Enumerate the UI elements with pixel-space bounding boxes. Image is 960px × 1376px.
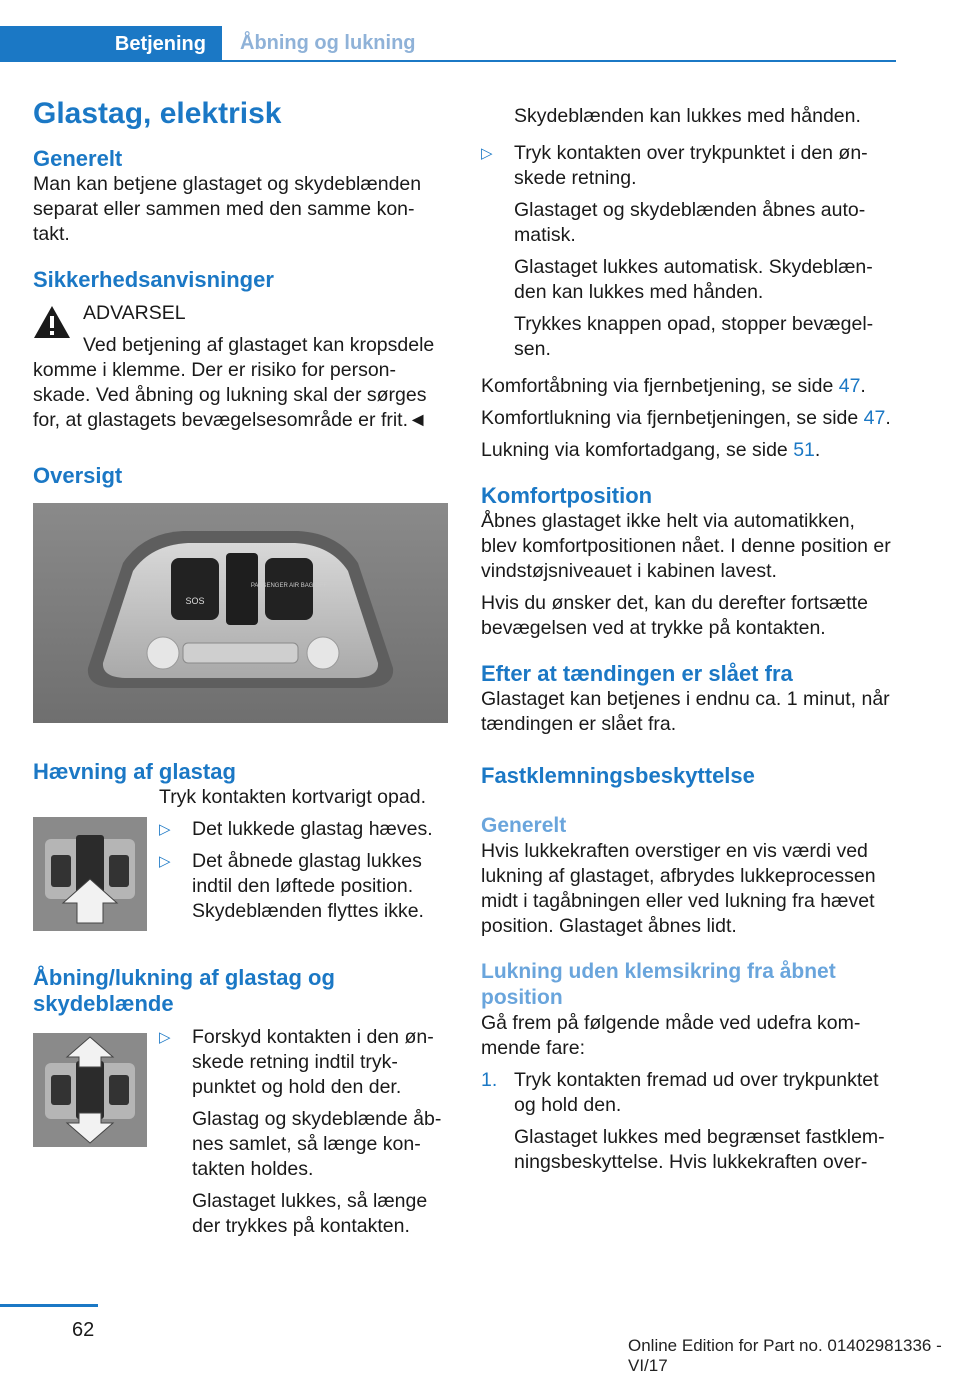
warning-triangle-icon xyxy=(33,305,71,339)
header-bar xyxy=(0,26,896,62)
heading-generelt-2: Generelt xyxy=(481,814,567,837)
sos-label: SOS xyxy=(185,596,205,606)
bullet-icon: ▷ xyxy=(159,853,171,870)
text-komfort-2: Hvis du ønsker det, kan du derefter fortsætte bevægelsen ved at trykke på kontakten. xyxy=(481,592,868,639)
text-generelt: Man kan betjene glastaget og skydeblænden separat eller sammen med den samme kon-takt. xyxy=(33,173,422,245)
text-lukning-uden: Gå frem på følgende måde ved udefra kom-mende fare: xyxy=(481,1012,861,1059)
list-item: 1. Tryk kontakten fremad ud over trykpunktet og hold den. Glastaget lukkes med begrænset fastklem-ningsbeskyttelse. Hvis lukkekraften over- xyxy=(481,1069,885,1173)
text-lukning-komfortadgang: Lukning via komfortadgang, se side 51. xyxy=(481,439,821,461)
tab-betjening[interactable]: Betjening xyxy=(0,26,222,62)
warning-label: ADVARSEL xyxy=(83,302,186,324)
heading-oversigt: Oversigt xyxy=(33,463,123,488)
list-item: ▷ Tryk kontakten over trykpunktet i den øn-skede retning. Glastaget og skydeblænden åbnes auto-matisk. Glastaget lukkes automatisk. Skydeblæn-den kan lukkes med hånden. Trykkes knappen opad, stopper bevægel-sen. xyxy=(481,142,874,360)
link-page-47-b[interactable]: 47 xyxy=(863,407,886,429)
footer-edition: Online Edition for Part no. 01402981336 - VI/17 xyxy=(628,1336,942,1375)
heading-komfortposition: Komfortposition xyxy=(481,483,653,508)
heading-lukning-uden-klemsikring: Lukning uden klemsikring fra åbnet position xyxy=(481,960,836,1009)
heading-fastklemning: Fastklemningsbeskyttelse xyxy=(481,763,755,788)
bullet-icon: ▷ xyxy=(481,145,493,162)
airbag-label: PASSENGER AIR BAG OFF xyxy=(250,583,328,589)
numbered-steps xyxy=(481,1068,896,1175)
text-efter-taending: Glastaget kan betjenes i endnu ca. 1 minut, når tændingen er slået fra. xyxy=(481,688,890,735)
right-column xyxy=(481,104,896,1175)
warning-text-2: komme i klemme. Der er risiko for person-skade. Ved åbning og lukning skal der sørges for, at glastagets bevægelsesområde er frit.◄ xyxy=(33,359,428,431)
text-komfortlukning: Komfortlukning via fjernbetjeningen, se side 47. xyxy=(481,407,891,429)
list-item: ▷ Forskyd kontakten i den øn-skede retning indtil tryk-punktet og hold den der. Glastag og skydeblænde åb-nes samlet, så længe kon-takten holdes. Glastaget lukkes, så længe der trykkes på kontakten. xyxy=(159,1026,442,1237)
heading-generelt: Generelt xyxy=(33,146,123,171)
heading-abning-lukning: Åbning/lukning af glastag og skydeblænde xyxy=(33,965,335,1016)
heading-sikkerhed: Sikkerhedsanvisninger xyxy=(33,267,274,292)
haevning-intro: Tryk kontakten kortvarigt opad. xyxy=(159,786,426,808)
text-generelt-2: Hvis lukkekraften overstiger en vis værdi ved lukning af glastaget, afbrydes lukkeprocessen midt i tagåbningen eller ved lukning fra hævet position. Glastaget åbnes lidt. xyxy=(481,840,876,937)
haevning-list xyxy=(159,817,448,924)
abning-list xyxy=(159,1025,448,1239)
heading-haevning: Hævning af glastag xyxy=(33,759,236,784)
right-bullets xyxy=(481,141,896,362)
heading-efter-taending: Efter at tændingen er slået fra xyxy=(481,661,793,686)
header-rule xyxy=(0,60,896,62)
list-item: ▷ Det lukkede glastag hæves. xyxy=(159,818,433,840)
overhead-console-photo xyxy=(33,503,448,723)
link-page-47[interactable]: 47 xyxy=(838,375,861,397)
text-komfortabning: Komfortåbning via fjernbetjening, se side 47. xyxy=(481,375,866,397)
tab-abning-og-lukning[interactable]: Åbning og lukning xyxy=(240,32,416,54)
switch-up-figure xyxy=(33,817,147,931)
warning-block xyxy=(33,301,448,433)
list-item: ▷ Det åbnede glastag lukkes indtil den løftede position. Skydeblænden flyttes ikke. xyxy=(159,850,424,922)
page-title: Glastag, elektrisk xyxy=(33,97,282,130)
switch-slide-figure xyxy=(33,1033,147,1147)
warning-text-1: Ved betjening af glastaget kan kropsdele xyxy=(83,334,435,356)
bullet-icon: ▷ xyxy=(159,1029,171,1046)
page-number: 62 xyxy=(72,1319,95,1341)
left-column xyxy=(33,96,448,1246)
bullet-icon: ▷ xyxy=(159,821,171,838)
text-continued: Skydeblænden kan lukkes med hånden. xyxy=(514,105,861,127)
step-number: 1. xyxy=(481,1069,498,1091)
footer-rule xyxy=(0,1304,98,1307)
link-page-51[interactable]: 51 xyxy=(793,439,815,461)
text-komfort-1: Åbnes glastaget ikke helt via automatikken, blev komfortpositionen nået. I denne position er vindstøjsniveauet i kabinen lavest. xyxy=(481,510,891,582)
